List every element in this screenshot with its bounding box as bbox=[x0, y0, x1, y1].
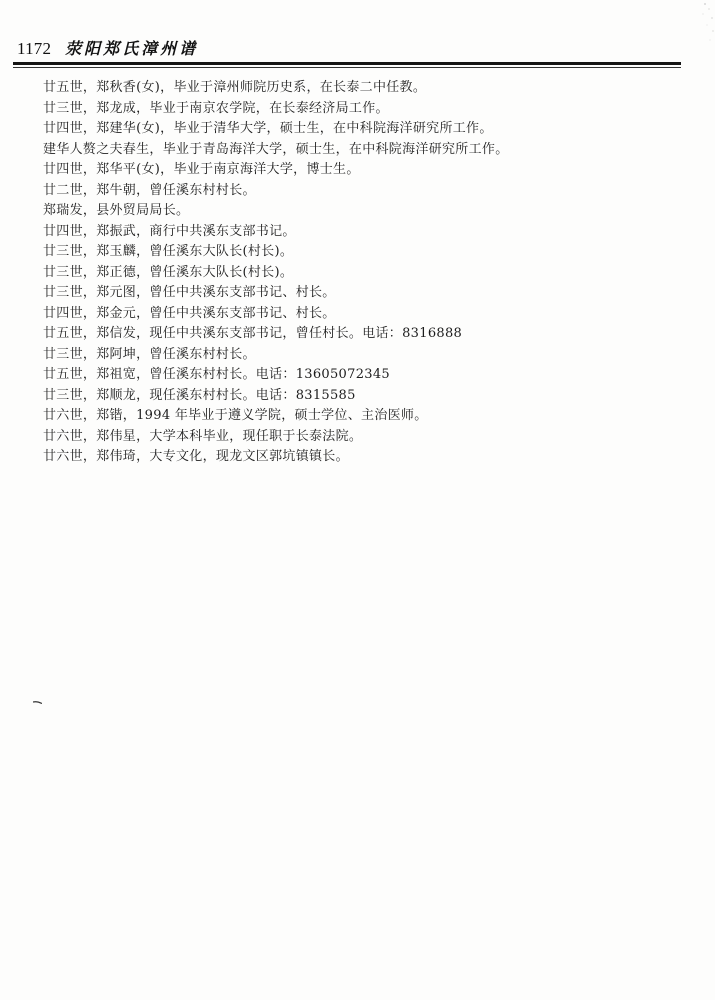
list-item: 廿三世，郑玉麟，曾任溪东大队长(村长)。 bbox=[43, 244, 294, 259]
list-item: 廿三世，郑顺龙，现任溪东村村长。电话：8315585 bbox=[43, 387, 356, 403]
entry-list bbox=[43, 78, 683, 468]
scan-speck bbox=[33, 701, 42, 704]
list-item: 廿四世，郑金元，曾任中共溪东支部书记、村长。 bbox=[43, 305, 336, 321]
header-rule-thin bbox=[13, 67, 681, 68]
list-item: 廿三世，郑正德，曾任溪东大队长(村长)。 bbox=[43, 264, 294, 280]
scan-noise bbox=[675, 0, 715, 60]
list-item: 廿四世，郑振武，商行中共溪东支部书记。 bbox=[43, 223, 296, 239]
list-item: 廿五世，郑秋香(女)，毕业于漳州师院历史系，在长泰二中任教。 bbox=[43, 80, 427, 95]
list-item: 廿六世，郑锴，1994 年毕业于遵义学院，硕士学位、主治医师。 bbox=[43, 408, 428, 423]
list-item: 建华人赘之夫春生，毕业于青岛海洋大学，硕士生，在中科院海洋研究所工作。 bbox=[43, 141, 509, 157]
page-header bbox=[17, 36, 198, 62]
book-title: 荥阳郑氏漳州谱 bbox=[65, 39, 199, 58]
page-number: 1172 bbox=[17, 39, 52, 58]
list-item: 郑瑞发，县外贸局局长。 bbox=[43, 203, 190, 218]
list-item: 廿三世，郑阿坤，曾任溪东村村长。 bbox=[43, 346, 256, 362]
list-item: 廿四世，郑华平(女)，毕业于南京海洋大学，博士生。 bbox=[43, 162, 360, 177]
header-rule-thick bbox=[13, 62, 681, 65]
list-item: 廿四世，郑建华(女)，毕业于清华大学，硕士生，在中科院海洋研究所工作。 bbox=[43, 121, 493, 136]
list-item: 廿三世，郑元图，曾任中共溪东支部书记、村长。 bbox=[43, 285, 336, 300]
list-item: 廿三世，郑龙成，毕业于南京农学院，在长泰经济局工作。 bbox=[43, 100, 389, 116]
list-item: 廿六世，郑伟星，大学本科毕业，现任职于长泰法院。 bbox=[43, 428, 363, 444]
list-item: 廿五世，郑祖宽，曾任溪东村村长。电话：13605072345 bbox=[43, 367, 390, 382]
list-item: 廿五世，郑信发，现任中共溪东支部书记，曾任村长。电话：8316888 bbox=[43, 326, 463, 341]
list-item: 廿二世，郑牛朝，曾任溪东村村长。 bbox=[43, 182, 256, 198]
list-item: 廿六世，郑伟琦，大专文化，现龙文区郭坑镇镇长。 bbox=[43, 449, 349, 464]
